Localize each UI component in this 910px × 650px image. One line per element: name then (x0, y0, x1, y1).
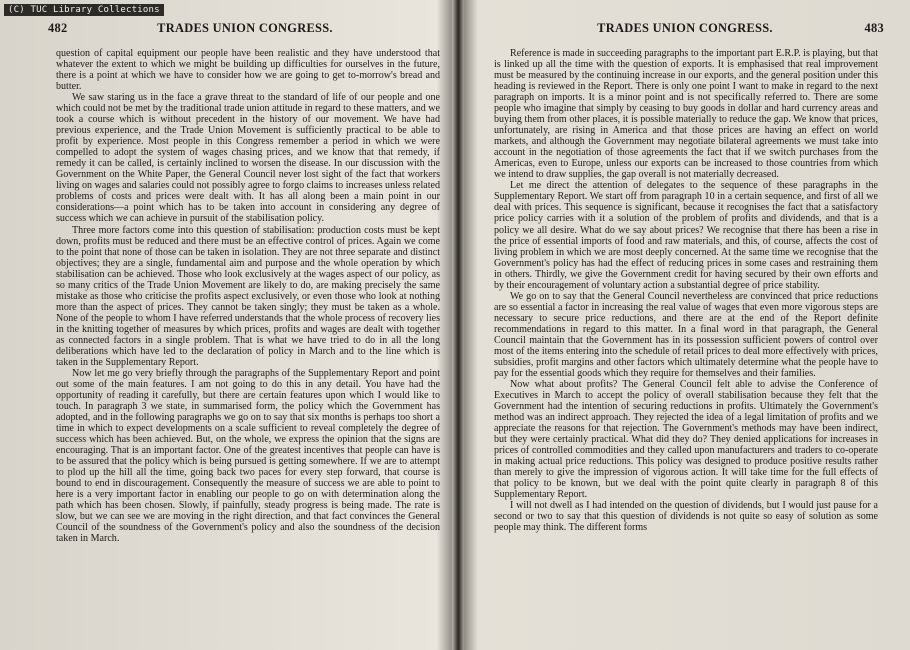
left-page (0, 0, 452, 650)
right-paragraph-2: Let me direct the attention of delegates to the sequence of these paragraphs in the Supplementary Report. We start off from paragraph 10 in a certain sequence, and first of all we deal with prices. This sequence is significant, because it recognises the fact that a satisfactory price policy carries with it a solution of the problem of profits and dividends, and that is a policy we all desire. What do we say about prices? We recognise that there has been a rise in the price of essential imports of food and raw materials, and this, of course, affects the cost of living problem in which we are most deeply concerned. At the same time we recognise that the Government's policy has had the effect of reducing prices in some cases and restraining them in others. Thirdly, we give the Government credit for having secured by their own efforts and by their encouragement of voluntary action a substantial degree of price stability. (494, 180, 878, 291)
right-page (464, 0, 910, 650)
right-page-text (494, 48, 878, 533)
copyright-watermark: (C) TUC Library Collections (4, 4, 164, 16)
book-gutter (452, 0, 464, 650)
left-paragraph-1: question of capital equipment our people have been realistic and they have understood that whatever the extent to which we might be building up difficulties for ourselves in the future, there is a point at which we have to consider how we are going to get to-morrow's bread and butter. (56, 48, 440, 93)
left-page-number: 482 (48, 21, 68, 35)
left-paragraph-3: Three more factors come into this question of stabilisation: production costs must be kept down, profits must be reduced and there must be an effective control of prices. Again we come to the point that none of those can be taken in isolation. They are not three separate and distinct objectives; they are a single, fundamental aim and purpose and the whole operation by which stabilisation can be achieved. Those who look exclusively at the wages aspect of our policy, as so many critics of the Trade Union Movement are likely to do, are making precisely the same mistake as those who criticise the profits aspect exclusively, or even those who look at nothing more than the aspect of prices. They cannot be taken singly; they must be taken as a whole. None of the people to whom I have referred understands that the whole process of recovery lies in the knitting together of measures by which prices, profits and wages are dealt with together as connected factors in a single problem. That is what we have tried to do in all the long deliberations which have led to the declaration of policy in March and to the line which is taken in the Supplementary Report. (56, 224, 440, 368)
right-running-title: TRADES UNION CONGRESS. (597, 21, 773, 35)
left-page-text (56, 48, 440, 544)
left-paragraph-2: We saw staring us in the face a grave threat to the standard of life of our people and one which could not be met by the traditional trade union attitude in regard to these matters, and we took a course which is without precedent in the history of our movement. We have had previous experience, and the Trade Union Movement is sufficiently practical to be able to profit by experience. Most people in this Congress remember a period in which we were compelled to adopt the system of wages chasing prices, and we know that that remedy, if remedy it can be called, is certainly inclined to worsen the disease. In our discussion with the Government on the White Paper, the General Council never lost sight of the fact that workers living on wages and salaries could not possibly agree to forgo claims to increases unless related problems of costs and prices were dealt with. It has all along been a main point in our considerations—a point which has to be taken into account in considering any degree of success which we can achieve in pursuit of the stabilisation policy. (56, 92, 441, 225)
right-paragraph-1: Reference is made in succeeding paragraphs to the important part E.R.P. is playing, but that is linked up all the time with the question of exports. It is emphasised that real improvement must be measured by the continuing increase in our exports, and the general position under this heading is reviewed in the Report. There is only one point I want to make in regard to the next paragraph on imports. It is a minor point and is not specifically referred to. There are some people who imagine that simply by ceasing to buy goods in dollar and hard currency areas and buying them from other places, it is possible materially to reduce the gap. We know that prices, unfortunately, are rising in America and that those prices are having an effect on world markets, and although the Government may negotiate bilateral agreements we must take into account in the negotiation of those agreements the fact that if we switch purchases from the Americas, even to Europe, unless our exports can be increased to those countries from which we intend to draw supplies, the gap overall is not materially decreased. (494, 48, 878, 181)
right-page-number: 483 (864, 21, 884, 35)
left-running-title: TRADES UNION CONGRESS. (157, 21, 333, 35)
right-paragraph-4: Now what about profits? The General Council felt able to advise the Conference of Executives in March to accept the policy of overall stabilisation because they felt that the Government had the intention of securing reductions in profits. Ultimately the Government's method was an indirect approach. They rejected the idea of a legal limitation of profits and we appreciate the reasons for that rejection. The Government's methods may have been indirect, but they were certainly practical. What did they do? They denied applications for increases in prices of controlled commodities and they called upon manufacturers and traders to co-operate in making actual price reductions. This policy was designed to produce positive results rather than merely to give the impression of vigorous action. It will take time for the full effects of that policy to be known, but we deal with the point quite clearly in paragraph 8 of this Supplementary Report. (494, 378, 878, 501)
left-page-header (48, 21, 442, 37)
right-paragraph-3: We go on to say that the General Council nevertheless are convinced that price reductions are so essential a factor in increasing the real value of wages that even more vigorous steps are necessary to secure price reductions, and there are at the end of the Report definite recommendations in regard to this matter. In a final word in that paragraph, the General Council maintain that the Government has in its possession sufficient powers of control over most of the items entering into the schedule of retail prices to deal more effectively with prices, subsidies, profit margins and other factors which ultimately determine what the people have to pay for the essential goods which they require for themselves and their families. (494, 290, 878, 379)
left-paragraph-4: Now let me go very briefly through the paragraphs of the Supplementary Report and point out some of the main features. I am not going to do this in any detail. You have had the opportunity of reading it carefully, but there are certain features upon which I would like to touch. In paragraph 3 we state, in summarised form, the policy which the Government has adopted, and in the following paragraphs we go on to say that six months is perhaps too short a time in which to expect developments on a scale sufficient to reveal completely the degree of success which has been achieved. But, on the whole, we express the opinion that the signs are encouraging. That is an important factor. One of the greatest incentives that people can have is to be assured that the policy which is being pursued is getting somewhere. If we are to attempt to plod up the hill all the time, going back two paces for every step forward, that course is bound to end in discouragement. Consequently the measure of success we are able to point to here is a very important factor in enabling our people to go on with determination along the path which has been chosen. Slowly, if painfully, steady progress is being made. The rate is slow, but we can see we are moving in the right direction, and that fact convinces the General Council of the soundness of the Government's policy and also the soundness of the decision taken in March. (56, 367, 440, 545)
right-paragraph-5: I will not dwell as I had intended on the question of dividends, but I would just pause for a second or two to say that this question of dividends is not quite so easy of solution as some people may think. The different forms (494, 500, 878, 534)
right-page-header (486, 21, 884, 37)
